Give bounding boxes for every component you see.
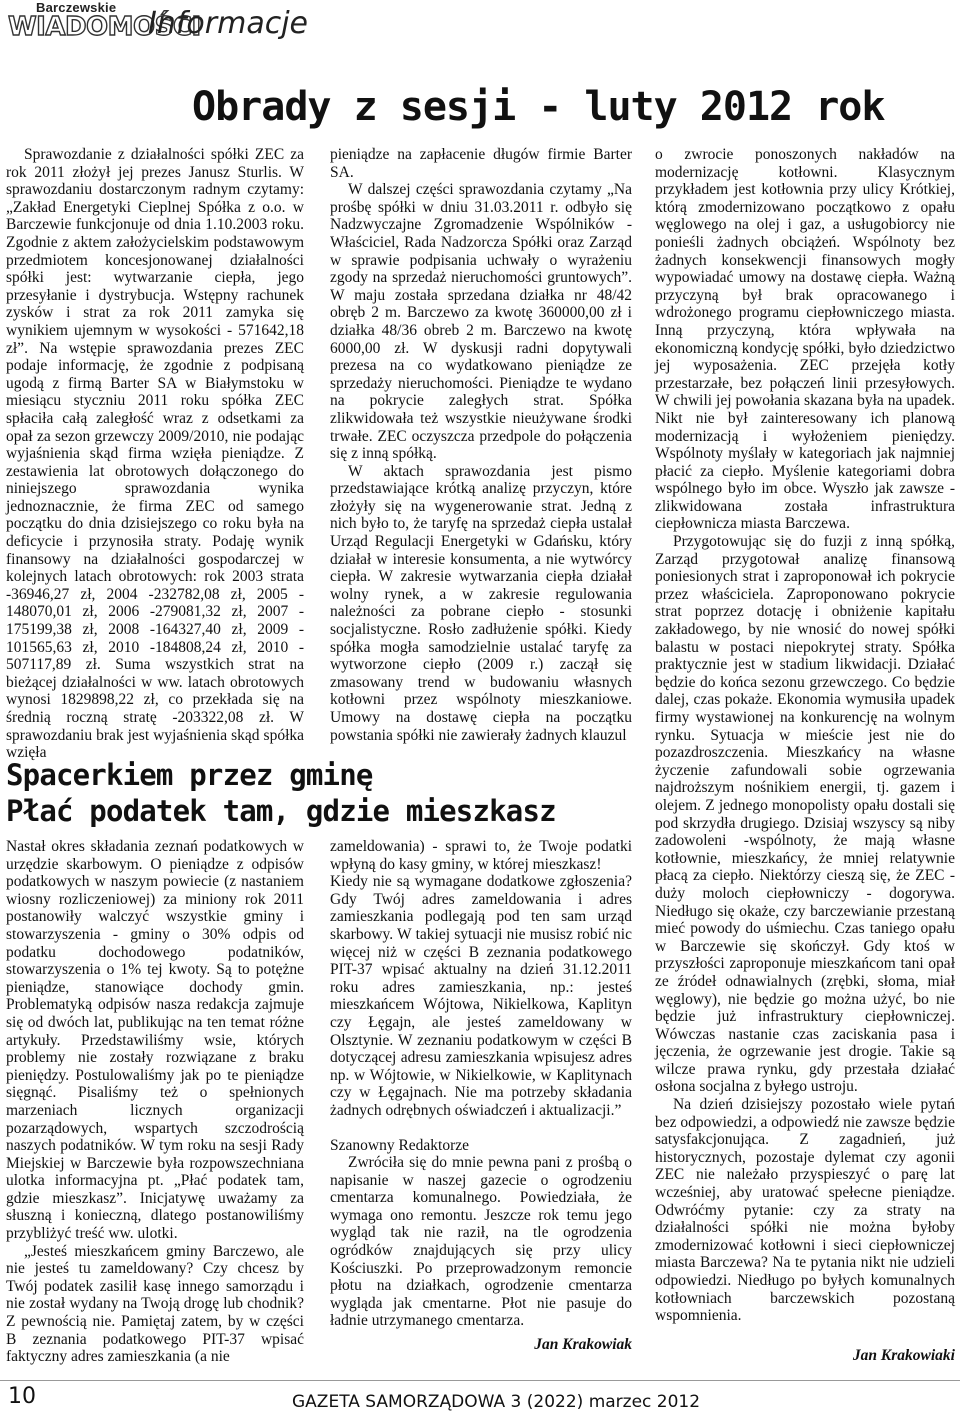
publication-info: GAZETA SAMORZĄDOWA 3 (2022) marzec 2012 <box>292 1392 701 1412</box>
author-signature: Jan Krakowiak <box>534 1336 632 1354</box>
paragraph: W aktach sprawozdania jest pismo przedstawiające krótką analizę przyczyn, które złożyły się na wygenerowanie strat. Jedną z nich było to, że taryfę na sprzedaż ciepła ustalał Urząd Regulacji Energetyki w Gdańsku, który działał w interesie konsumenta, a nie wytwórcy ciepła. W zakresie wytwarzania ciepła działał wolny rynek, a w zakresie regulowania należności za pobrane ciepło - stosunki socjalistyczne. Rosło zadłużenie spółki. Kiedy spółka mogła samodzielnie ustalać taryfę za wytworzone ciepło (2009 r.) zaczął się zmasowany trend w budowaniu własnych kotłowni przez wspólnoty mieszkaniowe. Umowy na dostawę ciepła na początku powstania spółki nie zawierały żadnych klauzul <box>330 462 632 744</box>
paragraph: W dalszej części sprawozdania czytamy „Na prośbę spółki w dniu 31.03.2011 r. odbyło się Nadzwyczajne Zgromadzenie Wspólników - Właściciel, Rada Nadzorcza Spółki oraz Zarząd w sprawie podpisania uchwały o wyrażeniu zgody na sprzedaż nieruchomości gruntowych”. W maju została sprzedana działka nr 48/42 obręb 2 m. Barczewo za kwotę 360000,00 zł i działka 48/36 obreb 2 m. Barczewo na kwotę 6000,00 zł. W dyskusji radni dopytywali prezesa na co wydatkowano pieniądze ze sprzedaży nieruchomości. Pieniądze te wydano na pokrycie zaległych strat. Spółka zlikwidowała też wszystkie nieużywane środki trwałe. ZEC oczyszcza przedpole do połączenia się z inną spółką. <box>330 181 632 463</box>
logo-top-text: Barczewskie <box>36 0 117 15</box>
article2-column-1 <box>6 838 304 1366</box>
article2-column-2 <box>330 838 632 1354</box>
paragraph: Sprawozdanie z działalności spółki ZEC za rok 2011 złożył jej prezes Janusz Sturlis. W sprawozdaniu dostarczonym radnym czytamy: „Zakład Energetyki Cieplnej Spółka z o.o. w Barczewie funkcjonuje od dnia 1.10.2003 roku. Zgodnie z aktem założycielskim podstawowym przedmiotem koncesjonowanej działalności spółki jest: wytwarzanie ciepła, jego przesyłanie i dystrybucja. Wstępny rachunek zysków i strat za rok 2011 zamyka się wynikiem ujemnym w wysokości - 571642,18 zł”. Na wstępie sprawozdania prezes ZEC podaje informację, że zgodnie z podpisaną ugodą z firmą Barter SA w Białymstoku w miesiącu styczniu 2011 roku spółka ZEC spłaciła całą zaległość wraz z odsetkami za opał za sezon grzewczy 2009/2010, nie podając wyjaśnienia skąd firma wzięła pieniądze. Z zestawienia lat obrotowych dołączonego do niniejszego sprawozdania wynika jednoznacznie, że firma ZEC od samego początku do dnia dzisiejszego co roku była na deficycie i przynosiła straty. Podaję wynik finansowy na działalności gospodarczej w kolejnych latach obrotowych: rok 2003 strata -36946,27 zł, 2004 -232782,08 zł, 2005 - 148070,01 zł, 2006 -279081,32 zł, 2007 - 175199,38 zł, 2008 -164327,40 zł, 2009 - 101565,63 zł, 2010 -184808,24 zł, 2010 - 507117,89 zł. Suma wszystkich strat na bieżącej działalności w ww. latach obrotowych wynosi 1829898,22 zł, co przekłada się na średnią roczną stratę -203322,08 zł. W sprawozdaniu brak jest wyjaśnienia skąd spółka wzięła <box>6 146 304 762</box>
article1-column-1 <box>6 146 304 762</box>
letter-salutation: Szanowny Redaktorze <box>330 1136 470 1154</box>
paragraph: „Jesteś mieszkańcem gminy Barczewo, ale nie jesteś tu zameldowany? Czy chcesz by Twój podatek zasilił kasę innego samorządu i nie został wydany na Twoją drogę lub chodnik? Z pewnością nie. Pamiętaj zatem, by w części B zeznania podatkowego PIT-37 wpisać faktyczny adres zamieszkania (a nie <box>6 1242 304 1366</box>
masthead-logo <box>8 0 201 48</box>
article2-title: Płać podatek tam, gdzie mieszkasz <box>6 794 556 828</box>
article2-kicker: Spacerkiem przez gminę <box>6 758 373 792</box>
logo-main-text: WIADOMOŚCI <box>8 12 201 42</box>
article-title: Obrady z sesji - luty 2012 rok <box>192 84 885 130</box>
footer-divider <box>0 1380 960 1381</box>
paragraph: pieniądze na zapłacenie długów firmie Barter SA. <box>330 146 632 181</box>
paragraph: Zwróciła się do mnie pewna pani z prośbą o napisanie w naszej gazecie o ogrodzeniu cmentarza komunalnego. Powiedziała, że wymaga ono remontu. Jeszcze rok temu jego wygląd tak nie raził, na tle ogrodzenia ogródków znajdujących się przy ulicy Kościuszki. Po przeprowadzonym remoncie płotu na działkach, ogrodzenie cmentarza wygląda jak cmentarne. Płot nie pasuje do ładnie utrzymanego cmentarza. <box>330 1154 632 1330</box>
paragraph: o zwrocie ponoszonych nakładów na modernizację kotłowni. Klasycznym przykładem jest kotłownia przy ulicy Krótkiej, którą zmodernizowano początkowo z opału węglowego na olej i gaz, a usługobiorcy nie ponieśli żadnych obciążeń. Wspólnoty bez żadnych konsekwencji finansowych mogły wypowiadać umowy na dostawę ciepła. Ważną przyczyną był brak opracowanego i wdrożonego programu ciepłowniczego miasta. Inną przyczyną, która wpływała na ekonomiczną kondycję spółki, było dziedzictwo jej wyposażenia. ZEC przejęła kotły przestarzałe, bez połączeń linii przesyłowych. W chwili jej powołania skazana była na upadek. Nikt nie był zainteresowany ich planową modernizacją i wyłożeniem pieniędzy. Wspólnoty myślały w kategoriach jak najmniej płacić za ciepło. Myślenie kategoriami dobra wspólnego było im obce. Wyszło jak zawsze - zlikwidowana została infrastruktura ciepłownicza miasta Barczewa. <box>655 146 955 533</box>
paragraph: Kiedy nie są wymagane dodatkowe zgłoszenia? Gdy Twój adres zameldowania i adres zamieszkania podlegają pod ten sam urząd skarbowy. W takiej sytuacji nie musisz robić nic więcej niż w części B zeznania podatkowego PIT-37 wpisać aktualny na dzień 31.12.2011 roku adres zamieszkania, np.: jesteś mieszkańcem Wójtowa, Nikielkowa, Kaplityn czy Łęgajn, ale jesteś zameldowany w Olsztynie. W zeznaniu podatkowym w części B dotyczącej adresu zamieszkania wpisujesz adres np. w Wójtowie, w Nikielkowie, w Kaplitynach czy w Łęgajnach. Nie ma potrzeby składania żadnych odrębnych oświadczeń i aktualizacji.” <box>330 873 632 1119</box>
paragraph: Na dzień dzisiejszy pozostało wiele pytań bez odpowiedzi, a odpowiedź nie zawsze będzie satysfakcjonująca. Z zagadnień, już historycznych, pozostaje dylemat czy agonii ZEC nie należało przyspieszyć o parę lat wcześniej, aby uratować spełecne pieniądze. Odwróćmy pytanie: czy za straty na działalności spółki nie można byłoby zmodernizować kotłowni i sieci ciepłowniczej miasta Barczewa? Na te pytania nikt nie udzieli odpowiedzi. Niedługo po byłych komunalnych kotłowniach barczewskich pozostaną wspomnienia. <box>655 1096 955 1325</box>
paragraph: Nastał okres składania zeznań podatkowych w urzędzie skarbowym. O pieniądze z odpisów podatkowych w naszym powiecie (z nastaniem wiosny rozliczeniowej) za miniony rok 2011 postanowiły walczyć wszystkie gminy i stowarzyszenia - gminy o 30% odpis od podatku dochodowego podatników, stowarzyszenia o 1% tej kwoty. Są to potężne pieniądze, stanowiące dochody gmin. Problematyką odpisów nasza redakcja zajmuje się od dwóch lat, publikując na ten temat różne artykuły. Przedstawiliśmy wsie, których problemy nie zostały rozwiązane z braku pieniędzy. Postulowaliśmy jak po te pieniądze sięgnąć. Pisaliśmy też o spełnionych marzeniach licznych organizacji pozarządowych, wspartych szczodrością naszych podatników. W tym roku na sesji Rady Miejskiej w Barczewie była rozpowszechniana ulotka informacyjna pt. „Płać podatek tam, gdzie mieszkasz”. Inicjatywę uważamy za słuszną i konieczną, dlatego postanowiliśmy przybliżyć treść ww. ulotki. <box>6 838 304 1243</box>
article1-column-2 <box>330 146 632 744</box>
author-signature: Jan Krakowiaki <box>852 1346 955 1364</box>
paragraph: Przygotowując się do fuzji z inną spółką, Zarząd przygotował analizę finansową poniesionych strat i zaproponował ich pokrycie przez właściciela. Zaproponowano pokrycie strat poprzez dotację i obniżenie kapitału zakładowego, by nie wnosić do nowej spółki balastu w postaci niepokrytej straty. Spółka praktycznie jest w stadium likwidacji. Działać będzie do końca sezonu grzewczego. Co będzie dalej, czas pokaże. Ekonomia wymusiła upadek firmy wystawionej na konkurencję na wolnym rynku. Sytuacja w mieście jest nie do pozazdroszczenia. Mieszkańcy na własne życzenie zafundowali sobie ogrzewania najdroższym nośnikiem energii, tj. gazem i olejem. Z jednego monopolisty opału dostali się pod skrzydła drugiego. Dzisiaj wszyscy są niby zadowoleni -wspólnoty, że mają własne kotłownie, mieszkańcy, że mniej relatywnie płacą za ciepło. Niektórzy cieszą się, że ZEC - duży moloch ciepłowniczy - dogorywa. Niedługo się okaże, czy barczewianie przestaną mieć powody do uśmiechu. Czas taniego opału w Barczewie się skończył. Gdy ktoś w przyszłości zaproponuje mieszkańcom tani opał ze źródeł odnawialnych (zrębki, słoma, miał węglowy), nie będzie go można użyć, bo nie będzie już infrastruktury ciepłowniczej. Wówczas nastanie czas zaciskania pasa i jęczenia, że ogrzewanie jest drogie. Takie są wilcze prawa rynku, gdy przestała działać osłona socjalna z byłego ustroju. <box>655 533 955 1096</box>
page-number: 10 <box>8 1384 36 1409</box>
paragraph: zameldowania) - sprawi to, że Twoje podatki wpłyną do kasy gminy, w której mieszkasz! <box>330 838 632 873</box>
article1-column-3 <box>655 146 955 1364</box>
section-title: Informacje <box>148 6 309 41</box>
